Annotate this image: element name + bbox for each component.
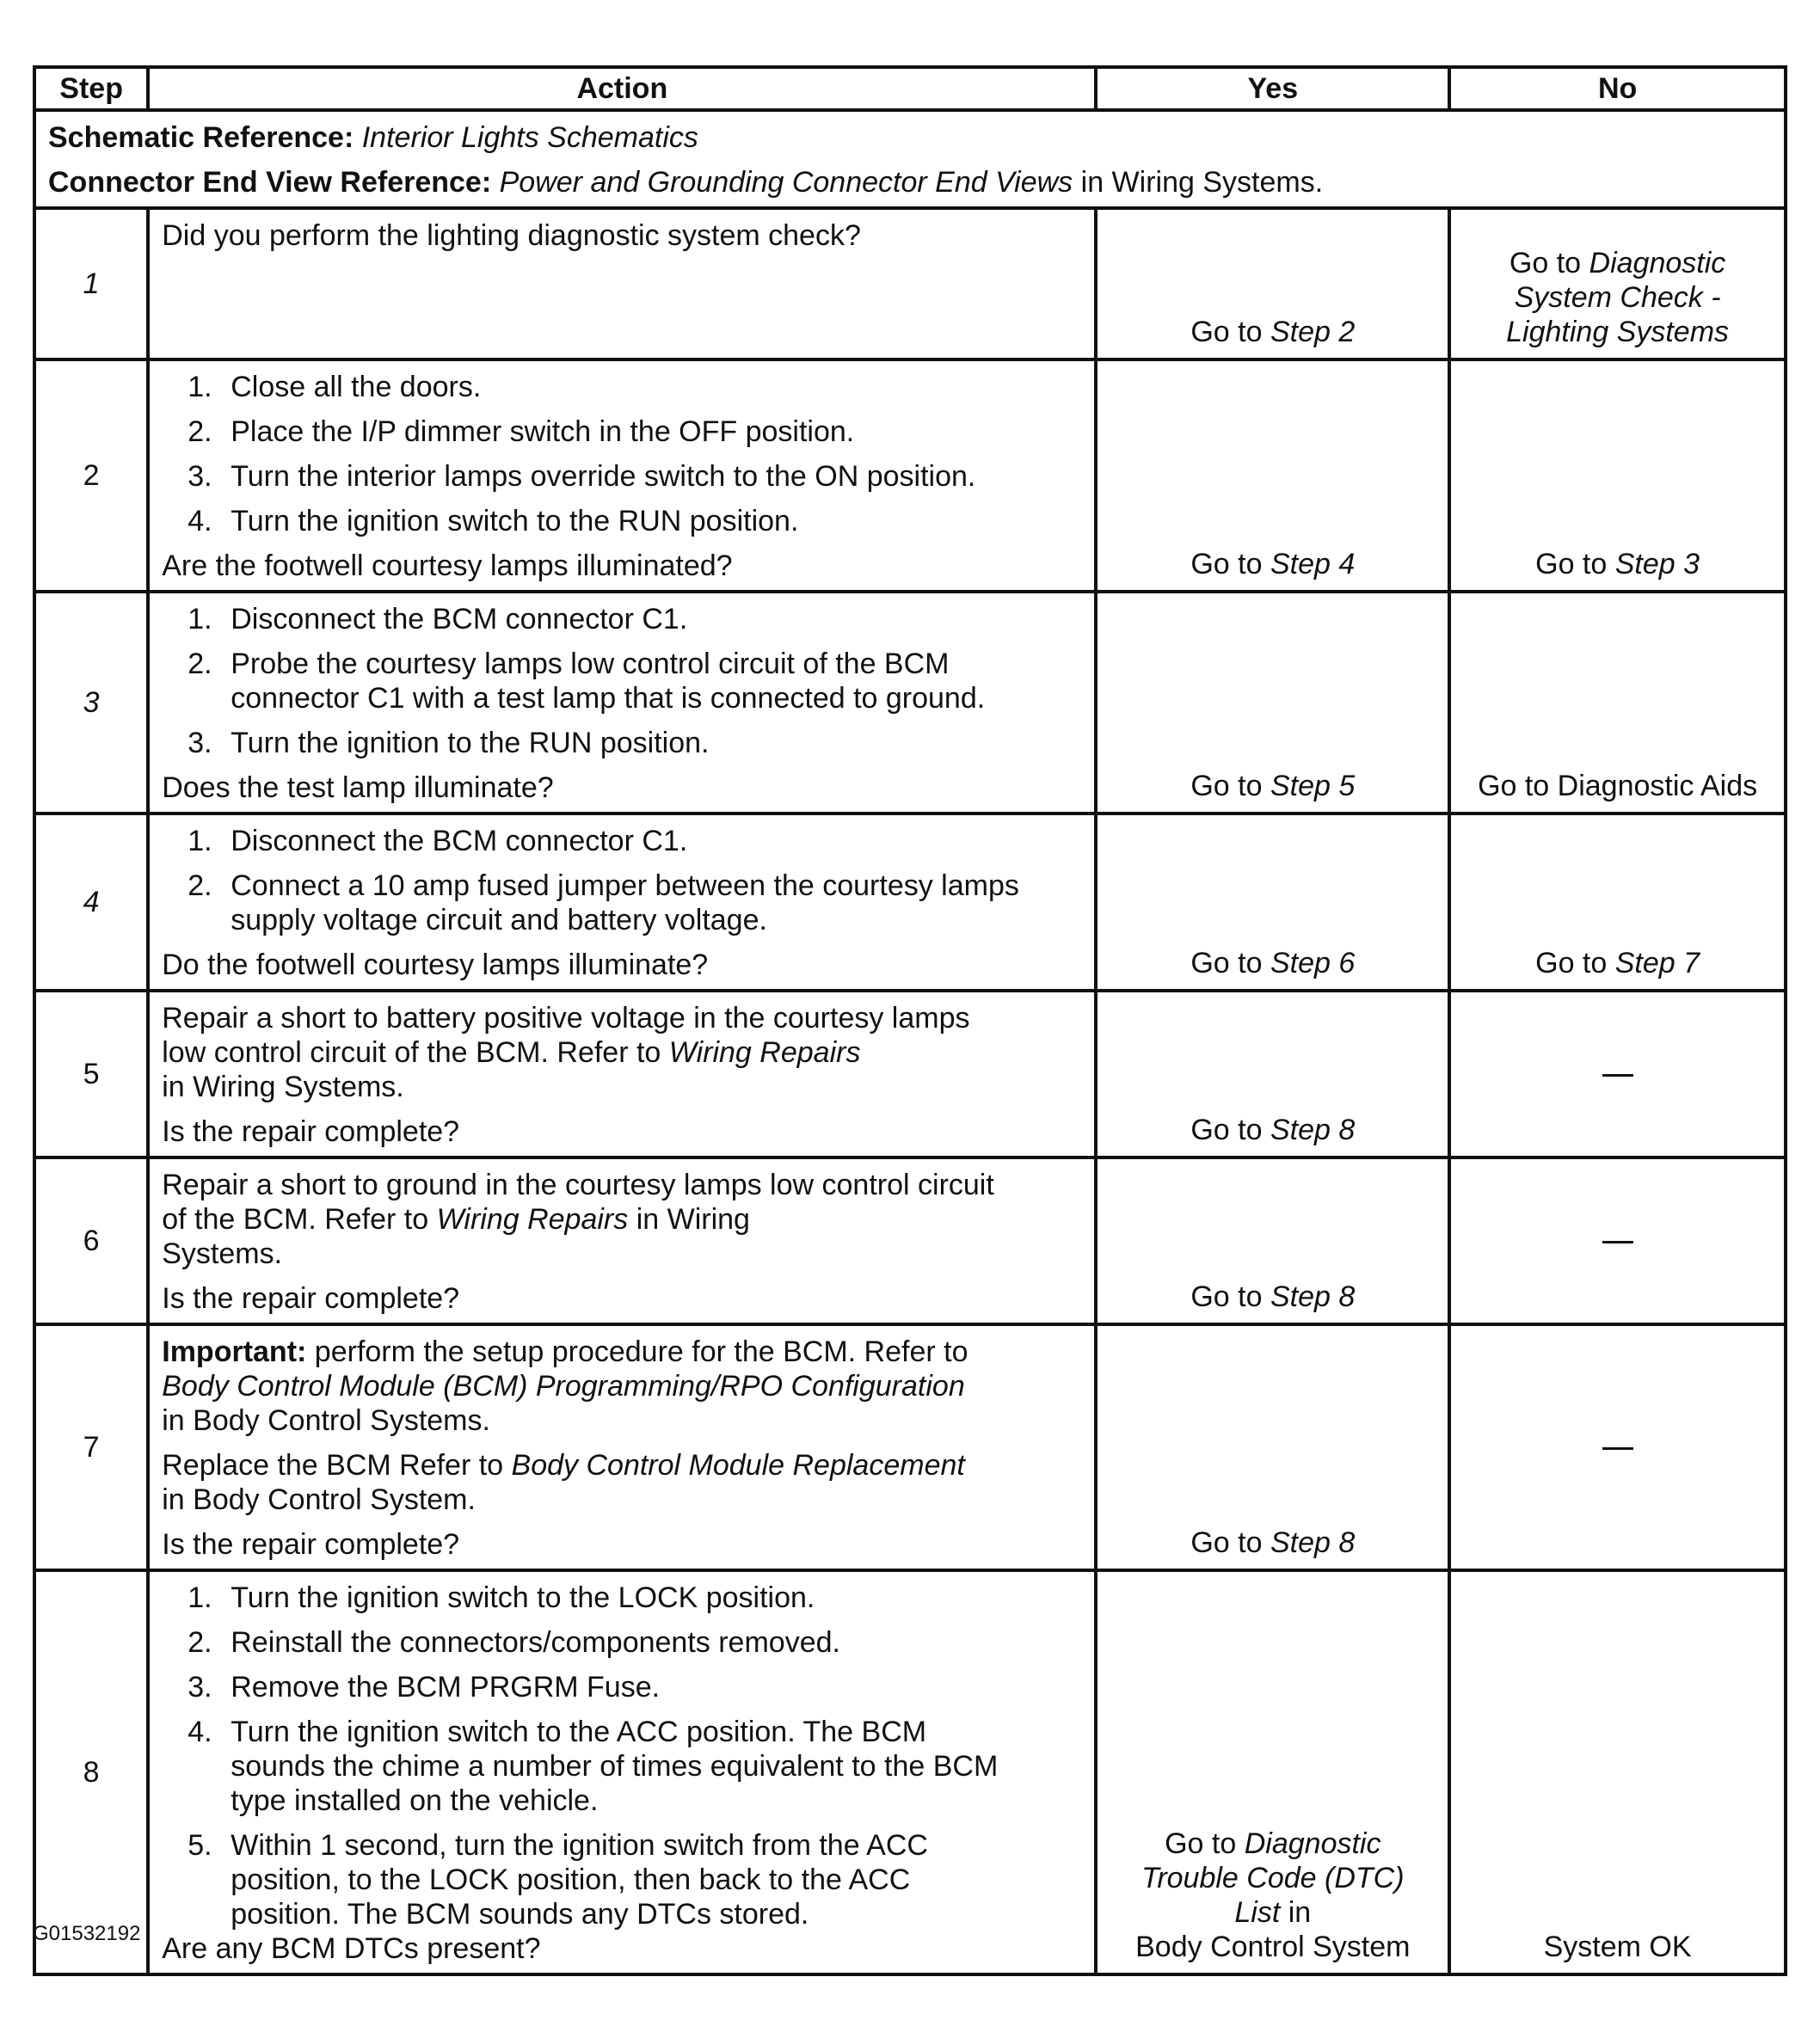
no-prefix: Go to bbox=[1509, 247, 1582, 279]
yes-cell bbox=[1096, 359, 1449, 592]
action-cell bbox=[148, 991, 1096, 1157]
repair-instruction: Repair a short to ground in the courtesy lamps low control circuit of the BCM. Refer to Wiring Repairs in Wiring Systems. bbox=[162, 1169, 994, 1270]
list-item: 3. Turn the ignition to the RUN position. bbox=[188, 727, 710, 759]
step-question: Does the test lamp illuminate? bbox=[162, 771, 554, 804]
yes-cell bbox=[1096, 1157, 1449, 1324]
yes-link-line-3[interactable]: List bbox=[1234, 1896, 1281, 1929]
no-link-line-2[interactable]: System Check - bbox=[1514, 281, 1721, 314]
no-cell bbox=[1449, 208, 1786, 359]
yes-prefix: Go to bbox=[1190, 1526, 1263, 1559]
no-prefix: Go to bbox=[1535, 947, 1608, 979]
replace-instruction: Replace the BCM Refer to Body Control Module Replacement in Body Control System. bbox=[162, 1449, 965, 1516]
list-item: 2. Probe the courtesy lamps low control circuit of the BCM connector C1 with a test lamp that is connected to ground. bbox=[188, 648, 986, 715]
step-question: Do the footwell courtesy lamps illuminate? bbox=[162, 949, 709, 981]
table-row bbox=[34, 208, 1786, 359]
diagnostic-page bbox=[33, 65, 1787, 1976]
repair-instruction: Repair a short to battery positive voltage in the courtesy lamps low control circuit of the BCM. Refer to Wiring Repairs in Wiring Systems. bbox=[162, 1002, 970, 1103]
step-number: 4 bbox=[34, 814, 148, 991]
important-note: Important: perform the setup procedure for the BCM. Refer to Body Control Module (BCM) Programming/RPO Configuration in Body Control Systems. bbox=[162, 1335, 968, 1437]
table-row bbox=[34, 991, 1786, 1157]
dash-mark bbox=[1602, 1447, 1633, 1450]
action-cell bbox=[148, 1324, 1096, 1570]
no-result: System OK bbox=[1543, 1931, 1692, 1963]
list-item: 1. Disconnect the BCM connector C1. bbox=[188, 825, 688, 857]
action-cell bbox=[148, 359, 1096, 592]
step-number: 6 bbox=[34, 1157, 148, 1324]
step-number: 1 bbox=[34, 208, 148, 359]
step-question: Did you perform the lighting diagnostic system check? bbox=[162, 219, 861, 252]
connector-reference-suffix: in Wiring Systems. bbox=[1080, 166, 1324, 199]
action-cell bbox=[148, 592, 1096, 814]
step-question: Are the footwell courtesy lamps illuminated? bbox=[162, 550, 733, 582]
action-list bbox=[162, 370, 1082, 538]
yes-prefix: Go to bbox=[1190, 770, 1263, 802]
step-number: 2 bbox=[34, 359, 148, 592]
yes-prefix: Go to bbox=[1190, 947, 1263, 979]
list-item: 3. Remove the BCM PRGRM Fuse. bbox=[188, 1671, 661, 1704]
schematic-reference bbox=[48, 120, 1772, 155]
yes-cell: Go to Diagnostic Trouble Code (DTC) List in Body Control System bbox=[1096, 1570, 1449, 1974]
no-cell bbox=[1449, 359, 1786, 592]
yes-cell bbox=[1096, 592, 1449, 814]
yes-cell bbox=[1096, 991, 1449, 1157]
step-question: Is the repair complete? bbox=[162, 1115, 460, 1148]
action-list bbox=[162, 602, 1082, 760]
yes-cell bbox=[1096, 1324, 1449, 1570]
bcm-replacement-link[interactable]: Body Control Module Replacement bbox=[511, 1449, 965, 1482]
no-cell bbox=[1449, 991, 1786, 1157]
list-item: 4. Turn the ignition switch to the RUN position. bbox=[188, 505, 799, 537]
no-cell bbox=[1449, 814, 1786, 991]
yes-link[interactable]: Step 8 bbox=[1270, 1280, 1356, 1313]
list-item: 4. Turn the ignition switch to the ACC position. The BCM sounds the chime a number of times equivalent to the BCM type installed on the vehicle. bbox=[188, 1716, 999, 1817]
step-number: 3 bbox=[34, 592, 148, 814]
connector-reference-link[interactable]: Power and Grounding Connector End Views bbox=[499, 166, 1073, 199]
step-question: Is the repair complete? bbox=[162, 1282, 460, 1315]
table-row bbox=[34, 359, 1786, 592]
list-item: 1. Turn the ignition switch to the LOCK position. bbox=[188, 1581, 815, 1614]
yes-link-line-2[interactable]: Trouble Code (DTC) bbox=[1141, 1862, 1405, 1894]
yes-prefix: Go to bbox=[1190, 1114, 1263, 1146]
step-number: 8 bbox=[34, 1570, 148, 1974]
no-cell bbox=[1449, 592, 1786, 814]
no-link[interactable]: Step 7 bbox=[1614, 947, 1700, 979]
diagnostic-table bbox=[33, 65, 1787, 1976]
header-step: Step bbox=[34, 67, 148, 110]
action-list bbox=[162, 1581, 1082, 1931]
yes-link[interactable]: Step 6 bbox=[1270, 947, 1356, 979]
yes-link[interactable]: Step 2 bbox=[1270, 316, 1356, 348]
action-cell bbox=[148, 814, 1096, 991]
connector-reference bbox=[48, 165, 1772, 200]
header-row bbox=[34, 67, 1786, 110]
step-number: 7 bbox=[34, 1324, 148, 1570]
list-item: 2. Connect a 10 amp fused jumper between the courtesy lamps supply voltage circuit and battery voltage. bbox=[188, 869, 1019, 936]
connector-reference-label: Connector End View Reference: bbox=[48, 166, 492, 199]
action-list bbox=[162, 824, 1082, 937]
list-item: 2. Place the I/P dimmer switch in the OFF position. bbox=[188, 415, 855, 448]
no-link-line-3[interactable]: Lighting Systems bbox=[1506, 316, 1730, 348]
no-link[interactable]: Go to Diagnostic Aids bbox=[1478, 770, 1758, 802]
list-item: 5. Within 1 second, turn the ignition switch from the ACC position, to the LOCK position, then back to the ACC position. The BCM sounds any DTCs stored. bbox=[188, 1829, 928, 1931]
no-cell bbox=[1449, 1324, 1786, 1570]
yes-prefix: Go to bbox=[1190, 316, 1263, 348]
step-question: Are any BCM DTCs present? bbox=[162, 1932, 541, 1965]
table-row bbox=[34, 1570, 1786, 1974]
yes-link[interactable]: Step 4 bbox=[1270, 548, 1356, 580]
dash-mark bbox=[1602, 1074, 1633, 1077]
wiring-repairs-link[interactable]: Wiring Repairs bbox=[668, 1036, 861, 1069]
schematic-reference-link[interactable]: Interior Lights Schematics bbox=[361, 121, 698, 154]
wiring-repairs-link[interactable]: Wiring Repairs bbox=[436, 1203, 629, 1236]
no-cell bbox=[1449, 1157, 1786, 1324]
action-cell bbox=[148, 1157, 1096, 1324]
yes-link[interactable]: Step 8 bbox=[1270, 1114, 1356, 1146]
table-row bbox=[34, 592, 1786, 814]
reference-cell bbox=[34, 110, 1786, 208]
header-no: No bbox=[1449, 67, 1786, 110]
yes-cell bbox=[1096, 814, 1449, 991]
yes-line-4: Body Control System bbox=[1135, 1931, 1411, 1963]
step-question: Is the repair complete? bbox=[162, 1528, 460, 1561]
no-prefix: Go to bbox=[1535, 548, 1608, 580]
schematic-reference-label: Schematic Reference: bbox=[48, 121, 354, 154]
action-cell bbox=[148, 1570, 1096, 1974]
yes-link[interactable]: Step 8 bbox=[1270, 1526, 1356, 1559]
list-item: 2. Reinstall the connectors/components removed. bbox=[188, 1626, 840, 1659]
no-link[interactable]: Step 3 bbox=[1614, 548, 1700, 580]
step-number: 5 bbox=[34, 991, 148, 1157]
no-link-line-1[interactable]: Diagnostic bbox=[1589, 247, 1726, 279]
list-item: 1. Disconnect the BCM connector C1. bbox=[188, 603, 688, 635]
yes-link-line-1[interactable]: Diagnostic bbox=[1244, 1827, 1381, 1860]
yes-prefix: Go to bbox=[1190, 548, 1263, 580]
yes-link[interactable]: Step 5 bbox=[1270, 770, 1356, 802]
yes-prefix: Go to bbox=[1190, 1280, 1263, 1313]
list-item: 1. Close all the doors. bbox=[188, 371, 482, 403]
yes-cell bbox=[1096, 208, 1449, 359]
dash-mark bbox=[1602, 1241, 1633, 1243]
no-cell bbox=[1449, 1570, 1786, 1974]
header-action: Action bbox=[148, 67, 1096, 110]
table-row bbox=[34, 814, 1786, 991]
list-item: 3. Turn the interior lamps override switch to the ON position. bbox=[188, 460, 976, 493]
action-cell bbox=[148, 208, 1096, 359]
bcm-programming-link[interactable]: Body Control Module (BCM) Programming/RPO Configuration bbox=[162, 1370, 965, 1403]
important-label: Important: bbox=[162, 1335, 307, 1368]
table-row bbox=[34, 1157, 1786, 1324]
figure-id: G01532192 bbox=[33, 1922, 141, 1945]
header-yes: Yes bbox=[1096, 67, 1449, 110]
reference-row bbox=[34, 110, 1786, 208]
table-row bbox=[34, 1324, 1786, 1570]
yes-prefix: Go to bbox=[1165, 1827, 1237, 1860]
